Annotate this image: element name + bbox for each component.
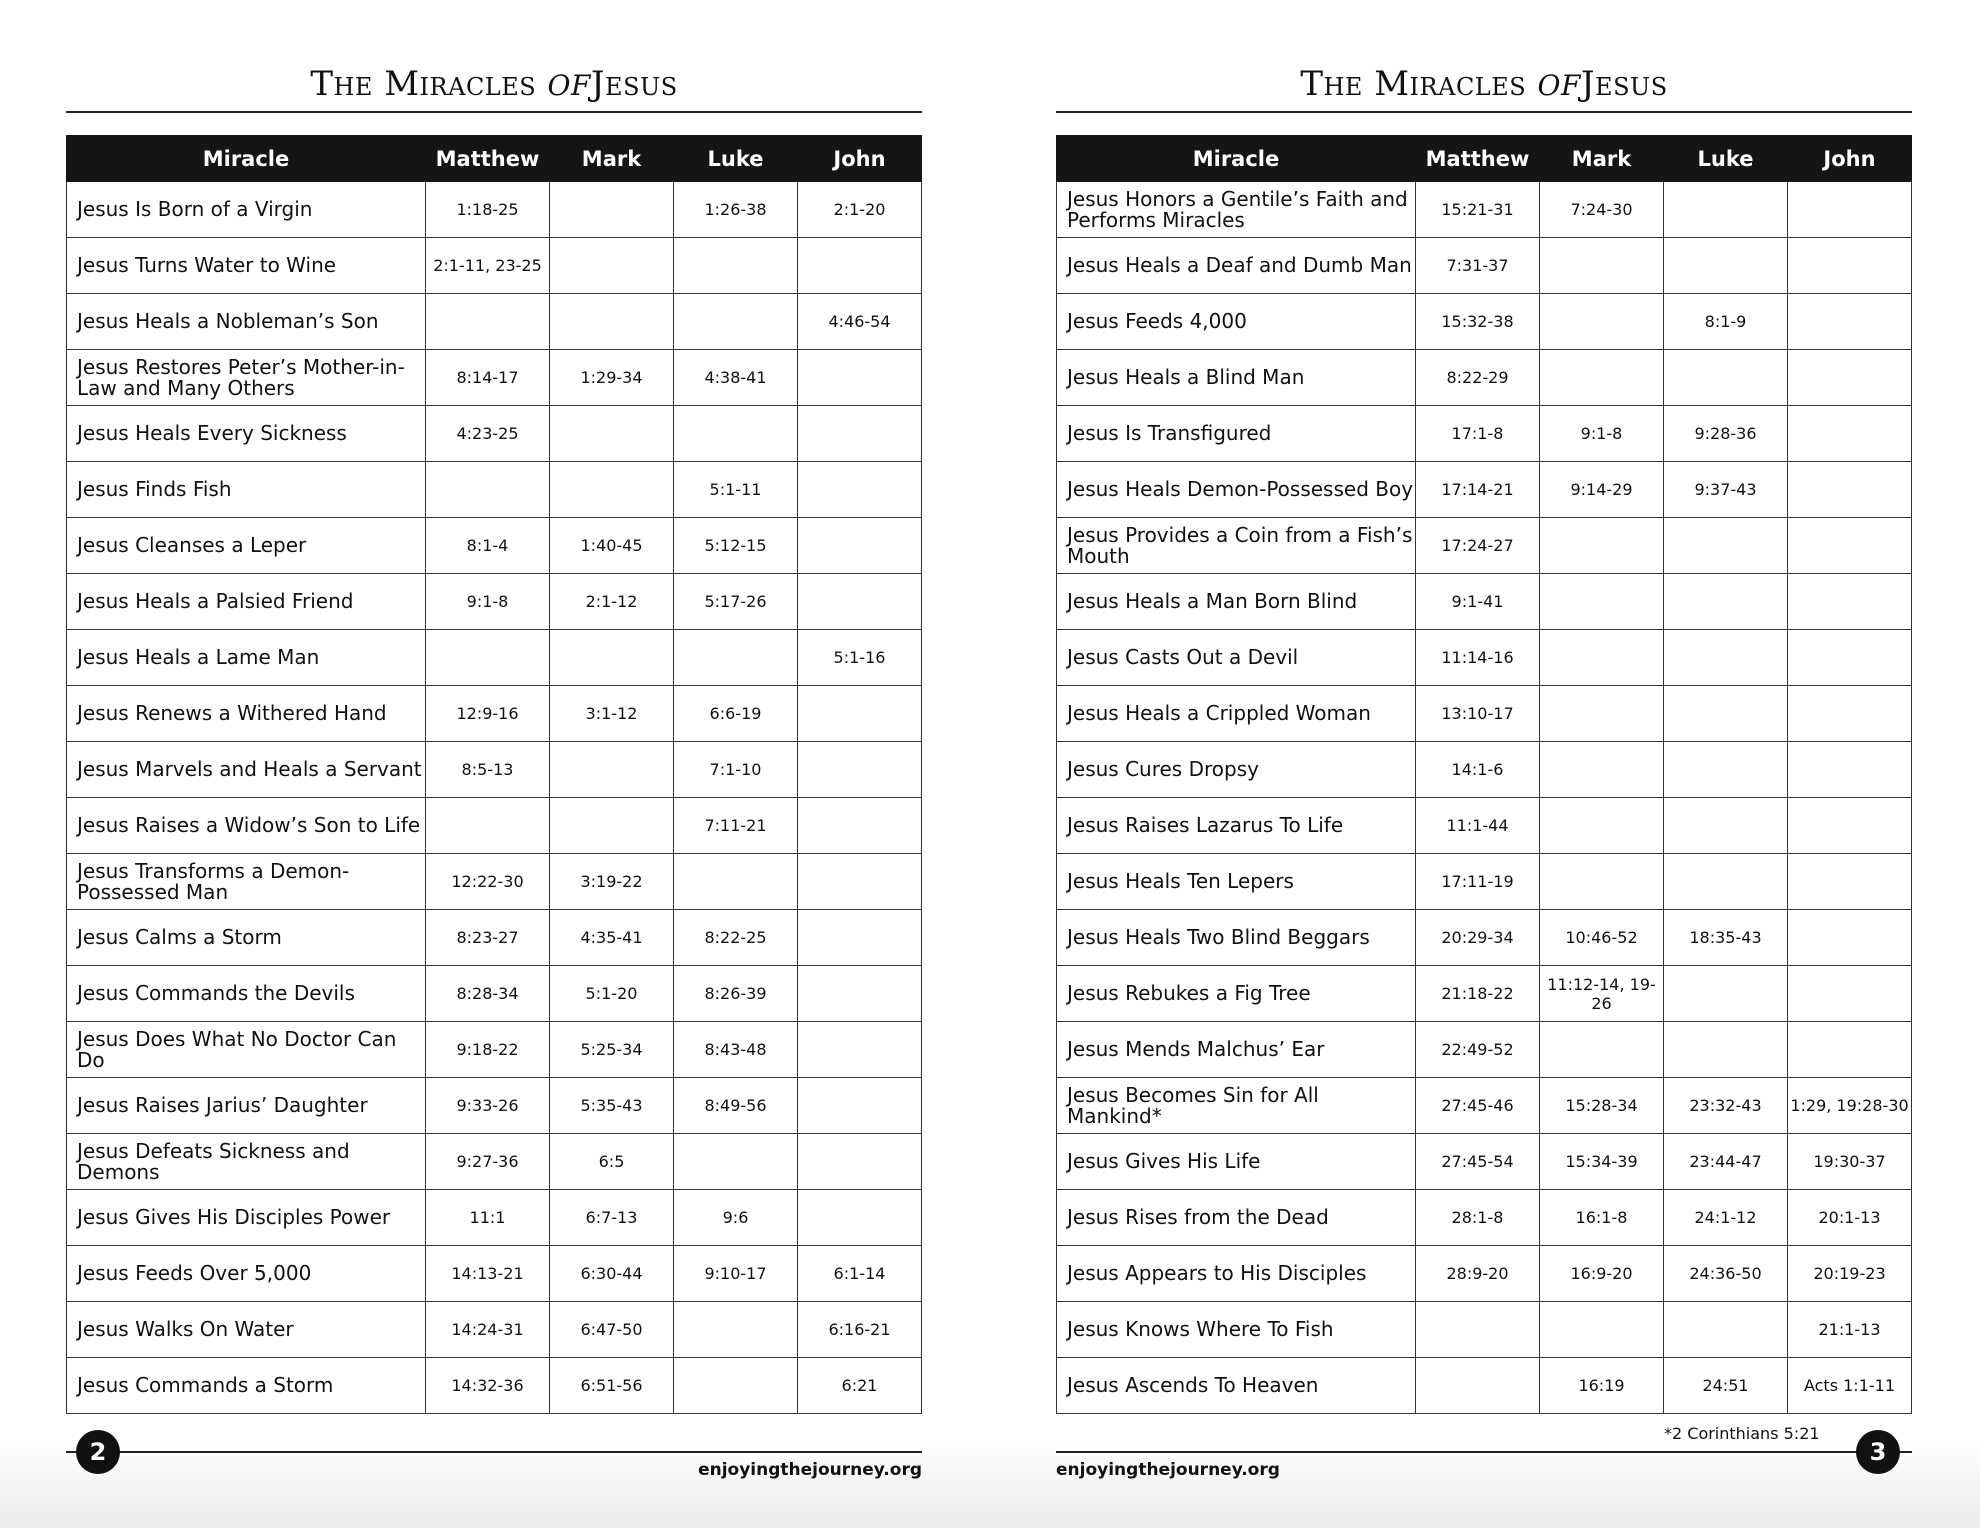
cell-john: 6:21: [798, 1358, 922, 1414]
table-row: [1057, 406, 1912, 462]
cell-mark: 15:34-39: [1540, 1134, 1664, 1190]
table-row: [67, 742, 922, 798]
cell-miracle: Jesus Raises a Widow’s Son to Life: [67, 798, 426, 854]
cell-john: [798, 798, 922, 854]
cell-matthew: 8:5-13: [426, 742, 550, 798]
cell-matthew: 27:45-54: [1416, 1134, 1540, 1190]
cell-mark: 3:1-12: [550, 686, 674, 742]
page-number-badge: 3: [1856, 1430, 1900, 1474]
cell-miracle: Jesus Heals a Blind Man: [1057, 350, 1416, 406]
table-row: [1057, 1134, 1912, 1190]
cell-mark: 1:29-34: [550, 350, 674, 406]
cell-miracle: Jesus Raises Jarius’ Daughter: [67, 1078, 426, 1134]
cell-mark: 6:5: [550, 1134, 674, 1190]
cell-john: 20:19-23: [1788, 1246, 1912, 1302]
table-row: [67, 182, 922, 238]
cell-matthew: [1416, 1302, 1540, 1358]
table-header-row: [1057, 136, 1912, 182]
table-row: [1057, 1358, 1912, 1414]
cell-miracle: Jesus Cures Dropsy: [1057, 742, 1416, 798]
table-row: [1057, 966, 1912, 1022]
table-row: [1057, 686, 1912, 742]
cell-luke: 4:38-41: [674, 350, 798, 406]
table-row: [67, 238, 922, 294]
header-matthew: Matthew: [1416, 136, 1540, 182]
cell-luke: [674, 1134, 798, 1190]
cell-matthew: 12:22-30: [426, 854, 550, 910]
cell-matthew: 12:9-16: [426, 686, 550, 742]
cell-john: [798, 686, 922, 742]
title-divider: [66, 111, 922, 113]
cell-miracle: Jesus Defeats Sickness and Demons: [67, 1134, 426, 1190]
cell-luke: 24:51: [1664, 1358, 1788, 1414]
cell-mark: 5:1-20: [550, 966, 674, 1022]
cell-mark: 16:19: [1540, 1358, 1664, 1414]
cell-miracle: Jesus Finds Fish: [67, 462, 426, 518]
cell-miracle: Jesus Gives His Disciples Power: [67, 1190, 426, 1246]
cell-john: [798, 854, 922, 910]
cell-john: 6:16-21: [798, 1302, 922, 1358]
cell-john: 21:1-13: [1788, 1302, 1912, 1358]
table-row: [67, 1022, 922, 1078]
cell-miracle: Jesus Mends Malchus’ Ear: [1057, 1022, 1416, 1078]
table-row: [67, 574, 922, 630]
cell-miracle: Jesus Calms a Storm: [67, 910, 426, 966]
cell-miracle: Jesus Raises Lazarus To Life: [1057, 798, 1416, 854]
table-row: [1057, 350, 1912, 406]
cell-matthew: 14:32-36: [426, 1358, 550, 1414]
table-row: [67, 910, 922, 966]
table-row: [1057, 182, 1912, 238]
cell-john: [798, 742, 922, 798]
cell-mark: 10:46-52: [1540, 910, 1664, 966]
cell-luke: [674, 854, 798, 910]
cell-john: [1788, 238, 1912, 294]
cell-mark: [1540, 518, 1664, 574]
cell-john: [1788, 686, 1912, 742]
cell-matthew: 8:22-29: [1416, 350, 1540, 406]
cell-miracle: Jesus Heals a Nobleman’s Son: [67, 294, 426, 350]
cell-matthew: 14:13-21: [426, 1246, 550, 1302]
cell-luke: 5:12-15: [674, 518, 798, 574]
title-part-1: The Miracles: [310, 64, 537, 104]
cell-mark: 7:24-30: [1540, 182, 1664, 238]
cell-john: [1788, 182, 1912, 238]
cell-john: 5:1-16: [798, 630, 922, 686]
header-mark: Mark: [1540, 136, 1664, 182]
cell-mark: [1540, 630, 1664, 686]
cell-luke: 8:22-25: [674, 910, 798, 966]
table-row: [1057, 1246, 1912, 1302]
cell-luke: 9:10-17: [674, 1246, 798, 1302]
cell-miracle: Jesus Honors a Gentile’s Faith and Performs Miracles: [1057, 182, 1416, 238]
cell-mark: 16:9-20: [1540, 1246, 1664, 1302]
cell-mark: [1540, 1302, 1664, 1358]
cell-john: [1788, 350, 1912, 406]
cell-matthew: 11:14-16: [1416, 630, 1540, 686]
table-row: [67, 854, 922, 910]
cell-john: [1788, 798, 1912, 854]
cell-miracle: Jesus Rises from the Dead: [1057, 1190, 1416, 1246]
cell-mark: [550, 294, 674, 350]
cell-miracle: Jesus Heals a Crippled Woman: [1057, 686, 1416, 742]
cell-matthew: [1416, 1358, 1540, 1414]
table-row: [67, 798, 922, 854]
cell-luke: 6:6-19: [674, 686, 798, 742]
cell-mark: 15:28-34: [1540, 1078, 1664, 1134]
cell-miracle: Jesus Appears to His Disciples: [1057, 1246, 1416, 1302]
cell-matthew: [426, 462, 550, 518]
cell-mark: 6:47-50: [550, 1302, 674, 1358]
cell-luke: [1664, 854, 1788, 910]
table-row: [1057, 238, 1912, 294]
table-body: [1057, 182, 1912, 1414]
cell-matthew: 14:24-31: [426, 1302, 550, 1358]
cell-miracle: Jesus Knows Where To Fish: [1057, 1302, 1416, 1358]
cell-miracle: Jesus Becomes Sin for All Mankind*: [1057, 1078, 1416, 1134]
cell-miracle: Jesus Heals Ten Lepers: [1057, 854, 1416, 910]
cell-matthew: 9:1-41: [1416, 574, 1540, 630]
cell-mark: [1540, 854, 1664, 910]
table-row: [1057, 294, 1912, 350]
cell-miracle: Jesus Restores Peter’s Mother-in-Law and Many Others: [67, 350, 426, 406]
cell-miracle: Jesus Casts Out a Devil: [1057, 630, 1416, 686]
cell-matthew: 9:33-26: [426, 1078, 550, 1134]
table-body: [67, 182, 922, 1414]
table-row: [1057, 1190, 1912, 1246]
cell-mark: [1540, 742, 1664, 798]
table-row: [67, 518, 922, 574]
cell-miracle: Jesus Does What No Doctor Can Do: [67, 1022, 426, 1078]
cell-matthew: 21:18-22: [1416, 966, 1540, 1022]
cell-matthew: 11:1-44: [1416, 798, 1540, 854]
cell-luke: 8:43-48: [674, 1022, 798, 1078]
cell-matthew: 28:9-20: [1416, 1246, 1540, 1302]
cell-luke: [674, 406, 798, 462]
cell-john: 20:1-13: [1788, 1190, 1912, 1246]
cell-mark: [1540, 1022, 1664, 1078]
cell-john: [798, 462, 922, 518]
cell-luke: 9:37-43: [1664, 462, 1788, 518]
title-of: of: [1537, 59, 1581, 105]
table-row: [67, 686, 922, 742]
cell-john: 1:29, 19:28-30: [1788, 1078, 1912, 1134]
cell-john: [1788, 518, 1912, 574]
cell-matthew: 17:14-21: [1416, 462, 1540, 518]
cell-mark: 6:30-44: [550, 1246, 674, 1302]
header-matthew: Matthew: [426, 136, 550, 182]
table-row: [1057, 462, 1912, 518]
cell-mark: 5:25-34: [550, 1022, 674, 1078]
cell-mark: 6:7-13: [550, 1190, 674, 1246]
cell-miracle: Jesus Ascends To Heaven: [1057, 1358, 1416, 1414]
cell-mark: 1:40-45: [550, 518, 674, 574]
cell-luke: 8:49-56: [674, 1078, 798, 1134]
cell-miracle: Jesus Heals a Palsied Friend: [67, 574, 426, 630]
miracles-table: [1056, 135, 1912, 1414]
table-row: [1057, 574, 1912, 630]
page-title: [66, 58, 922, 106]
cell-matthew: 7:31-37: [1416, 238, 1540, 294]
cell-miracle: Jesus Marvels and Heals a Servant: [67, 742, 426, 798]
cell-luke: 24:1-12: [1664, 1190, 1788, 1246]
cell-luke: 8:1-9: [1664, 294, 1788, 350]
header-luke: Luke: [1664, 136, 1788, 182]
cell-miracle: Jesus Rebukes a Fig Tree: [1057, 966, 1416, 1022]
table-row: [67, 1078, 922, 1134]
cell-mark: 3:19-22: [550, 854, 674, 910]
cell-john: Acts 1:1-11: [1788, 1358, 1912, 1414]
cell-matthew: 13:10-17: [1416, 686, 1540, 742]
table-row: [1057, 798, 1912, 854]
cell-matthew: 22:49-52: [1416, 1022, 1540, 1078]
cell-luke: [674, 238, 798, 294]
table-row: [1057, 854, 1912, 910]
cell-luke: 23:32-43: [1664, 1078, 1788, 1134]
title-part-2: Jesus: [590, 64, 678, 104]
cell-john: 19:30-37: [1788, 1134, 1912, 1190]
cell-john: [798, 1190, 922, 1246]
header-mark: Mark: [550, 136, 674, 182]
title-part-2: Jesus: [1580, 64, 1668, 104]
cell-mark: 16:1-8: [1540, 1190, 1664, 1246]
title-divider: [1056, 111, 1912, 113]
cell-matthew: 17:24-27: [1416, 518, 1540, 574]
cell-matthew: 8:23-27: [426, 910, 550, 966]
cell-john: [1788, 462, 1912, 518]
cell-miracle: Jesus Transforms a Demon-Possessed Man: [67, 854, 426, 910]
cell-luke: [1664, 630, 1788, 686]
table-row: [1057, 1022, 1912, 1078]
cell-matthew: 8:14-17: [426, 350, 550, 406]
cell-mark: [1540, 294, 1664, 350]
header-john: John: [1788, 136, 1912, 182]
cell-matthew: 9:1-8: [426, 574, 550, 630]
cell-luke: [1664, 966, 1788, 1022]
table-row: [1057, 1302, 1912, 1358]
cell-matthew: 11:1: [426, 1190, 550, 1246]
cell-luke: [674, 1302, 798, 1358]
cell-mark: [550, 462, 674, 518]
header-miracle: Miracle: [67, 136, 426, 182]
cell-john: 4:46-54: [798, 294, 922, 350]
cell-mark: [550, 630, 674, 686]
cell-mark: [1540, 350, 1664, 406]
cell-miracle: Jesus Feeds Over 5,000: [67, 1246, 426, 1302]
title-of: of: [547, 59, 591, 105]
cell-miracle: Jesus Commands a Storm: [67, 1358, 426, 1414]
table-row: [67, 966, 922, 1022]
footnote: *2 Corinthians 5:21: [1664, 1424, 1820, 1443]
cell-miracle: Jesus Heals Every Sickness: [67, 406, 426, 462]
cell-matthew: 8:28-34: [426, 966, 550, 1022]
cell-matthew: 20:29-34: [1416, 910, 1540, 966]
table-row: [67, 406, 922, 462]
table-row: [67, 1134, 922, 1190]
cell-mark: 5:35-43: [550, 1078, 674, 1134]
cell-john: [1788, 966, 1912, 1022]
cell-matthew: 1:18-25: [426, 182, 550, 238]
page-number-badge: 2: [76, 1430, 120, 1474]
cell-miracle: Jesus Heals a Lame Man: [67, 630, 426, 686]
cell-luke: [1664, 350, 1788, 406]
cell-luke: 9:6: [674, 1190, 798, 1246]
cell-miracle: Jesus Renews a Withered Hand: [67, 686, 426, 742]
cell-miracle: Jesus Commands the Devils: [67, 966, 426, 1022]
cell-matthew: 28:1-8: [1416, 1190, 1540, 1246]
cell-john: [1788, 406, 1912, 462]
cell-luke: 18:35-43: [1664, 910, 1788, 966]
cell-john: 6:1-14: [798, 1246, 922, 1302]
cell-john: [1788, 574, 1912, 630]
cell-mark: 6:51-56: [550, 1358, 674, 1414]
cell-luke: [1664, 238, 1788, 294]
table-row: [1057, 1078, 1912, 1134]
cell-matthew: [426, 798, 550, 854]
cell-john: [1788, 1022, 1912, 1078]
cell-miracle: Jesus Walks On Water: [67, 1302, 426, 1358]
table-row: [1057, 910, 1912, 966]
cell-miracle: Jesus Heals Demon-Possessed Boy: [1057, 462, 1416, 518]
cell-john: [1788, 910, 1912, 966]
cell-miracle: Jesus Is Born of a Virgin: [67, 182, 426, 238]
table-row: [67, 1302, 922, 1358]
cell-john: [798, 406, 922, 462]
cell-luke: [1664, 742, 1788, 798]
table-row: [67, 294, 922, 350]
cell-john: [1788, 854, 1912, 910]
cell-luke: 9:28-36: [1664, 406, 1788, 462]
cell-luke: [1664, 798, 1788, 854]
header-luke: Luke: [674, 136, 798, 182]
cell-luke: [674, 294, 798, 350]
site-url: enjoyingthejourney.org: [1056, 1460, 1280, 1480]
cell-john: [1788, 294, 1912, 350]
cell-luke: 5:17-26: [674, 574, 798, 630]
cell-john: [1788, 630, 1912, 686]
footer-divider: [66, 1451, 922, 1453]
cell-matthew: 2:1-11, 23-25: [426, 238, 550, 294]
miracles-table: [66, 135, 922, 1414]
cell-john: 2:1-20: [798, 182, 922, 238]
cell-mark: 9:1-8: [1540, 406, 1664, 462]
cell-luke: [1664, 518, 1788, 574]
cell-mark: [1540, 238, 1664, 294]
cell-john: [798, 1022, 922, 1078]
cell-matthew: 9:27-36: [426, 1134, 550, 1190]
cell-luke: 7:1-10: [674, 742, 798, 798]
cell-mark: [1540, 574, 1664, 630]
left-page: [66, 0, 922, 1500]
cell-miracle: Jesus Heals Two Blind Beggars: [1057, 910, 1416, 966]
title-part-1: The Miracles: [1300, 64, 1527, 104]
footer-divider: [1056, 1451, 1912, 1453]
header-miracle: Miracle: [1057, 136, 1416, 182]
right-page: [1056, 0, 1912, 1500]
cell-luke: [674, 630, 798, 686]
page-title: [1056, 58, 1912, 106]
cell-luke: 8:26-39: [674, 966, 798, 1022]
cell-mark: [550, 798, 674, 854]
cell-luke: [1664, 1022, 1788, 1078]
cell-matthew: 9:18-22: [426, 1022, 550, 1078]
cell-john: [798, 1134, 922, 1190]
cell-john: [798, 574, 922, 630]
cell-luke: [1664, 574, 1788, 630]
cell-matthew: [426, 630, 550, 686]
cell-miracle: Jesus Gives His Life: [1057, 1134, 1416, 1190]
cell-luke: 7:11-21: [674, 798, 798, 854]
table-row: [67, 1190, 922, 1246]
cell-john: [798, 238, 922, 294]
table-row: [67, 1358, 922, 1414]
cell-matthew: 15:32-38: [1416, 294, 1540, 350]
cell-luke: [674, 1358, 798, 1414]
cell-john: [798, 350, 922, 406]
cell-mark: [550, 238, 674, 294]
cell-mark: 9:14-29: [1540, 462, 1664, 518]
cell-mark: 2:1-12: [550, 574, 674, 630]
table-header-row: [67, 136, 922, 182]
table-row: [1057, 518, 1912, 574]
cell-mark: [550, 742, 674, 798]
cell-matthew: 27:45-46: [1416, 1078, 1540, 1134]
cell-miracle: Jesus Heals a Deaf and Dumb Man: [1057, 238, 1416, 294]
cell-john: [1788, 742, 1912, 798]
cell-matthew: 17:1-8: [1416, 406, 1540, 462]
cell-matthew: 4:23-25: [426, 406, 550, 462]
cell-miracle: Jesus Is Transfigured: [1057, 406, 1416, 462]
table-row: [67, 462, 922, 518]
cell-john: [798, 910, 922, 966]
cell-luke: [1664, 686, 1788, 742]
cell-mark: [550, 406, 674, 462]
cell-miracle: Jesus Provides a Coin from a Fish’s Mouth: [1057, 518, 1416, 574]
table-row: [67, 1246, 922, 1302]
cell-matthew: 14:1-6: [1416, 742, 1540, 798]
cell-mark: [1540, 798, 1664, 854]
cell-matthew: 8:1-4: [426, 518, 550, 574]
table-row: [1057, 742, 1912, 798]
cell-mark: [550, 182, 674, 238]
cell-luke: [1664, 182, 1788, 238]
cell-miracle: Jesus Heals a Man Born Blind: [1057, 574, 1416, 630]
cell-luke: 5:1-11: [674, 462, 798, 518]
table-row: [67, 350, 922, 406]
cell-matthew: 15:21-31: [1416, 182, 1540, 238]
cell-mark: 4:35-41: [550, 910, 674, 966]
cell-john: [798, 966, 922, 1022]
cell-luke: [1664, 1302, 1788, 1358]
cell-mark: [1540, 686, 1664, 742]
cell-john: [798, 518, 922, 574]
table-row: [67, 630, 922, 686]
cell-miracle: Jesus Feeds 4,000: [1057, 294, 1416, 350]
cell-luke: 23:44-47: [1664, 1134, 1788, 1190]
cell-miracle: Jesus Turns Water to Wine: [67, 238, 426, 294]
cell-miracle: Jesus Cleanses a Leper: [67, 518, 426, 574]
table-row: [1057, 630, 1912, 686]
site-url: enjoyingthejourney.org: [698, 1460, 922, 1480]
cell-mark: 11:12-14, 19-26: [1540, 966, 1664, 1022]
cell-matthew: [426, 294, 550, 350]
cell-john: [798, 1078, 922, 1134]
cell-luke: 1:26-38: [674, 182, 798, 238]
cell-luke: 24:36-50: [1664, 1246, 1788, 1302]
header-john: John: [798, 136, 922, 182]
cell-matthew: 17:11-19: [1416, 854, 1540, 910]
